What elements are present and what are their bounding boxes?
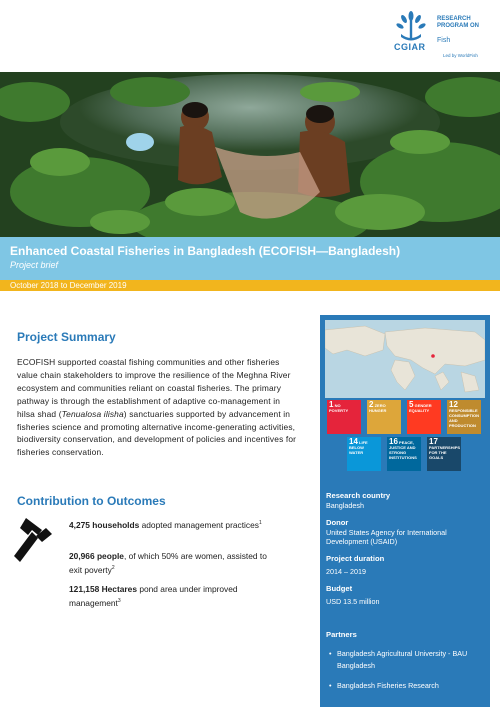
summary-heading: Project Summary xyxy=(17,330,116,344)
cgiar-fish-logo xyxy=(389,8,489,64)
logo-led-by: Led by WorldFish xyxy=(443,53,478,58)
sdg-14-icon: 14 LIFE BELOW WATER xyxy=(347,437,381,471)
outcome-item-2: 20,966 people, of which 50% are women, assisted to exit poverty$^2$ xyxy=(69,551,267,575)
partners-list xyxy=(326,648,479,692)
title-banner xyxy=(0,237,500,280)
country-value: Bangladesh xyxy=(326,501,364,510)
budget-value: USD 13.5 million xyxy=(326,597,380,606)
donor-value: United States Agency for International Development (USAID) xyxy=(326,528,447,546)
duration-value: 2014 – 2019 xyxy=(326,567,366,576)
fishermen-photo-image xyxy=(0,72,500,239)
logo-cgiar-text: CGIAR xyxy=(394,42,426,52)
budget-label: Budget xyxy=(326,584,353,593)
sdg-12-icon: 12 RESPONSIBLE CONSUMPTION AND PRODUCTION xyxy=(447,400,481,434)
project-info-sidebar xyxy=(320,315,490,707)
project-details xyxy=(326,491,486,606)
logo-program-name: Fish xyxy=(437,37,451,44)
partner-item: • Bangladesh Agricultural University - BAU Bangladesh xyxy=(329,648,479,672)
partners-section xyxy=(326,630,479,700)
sdg-5-icon: 5 GENDER EQUALITY xyxy=(407,400,441,434)
summary-section xyxy=(17,330,300,459)
location-map xyxy=(325,320,485,398)
world-map-image xyxy=(325,320,485,398)
partner-item: • Bangladesh Fisheries Research xyxy=(329,680,479,692)
donor-label: Donor xyxy=(326,518,349,527)
logo-program-text: RESEARCH PROGRAM ON xyxy=(437,16,479,29)
outcome-item-3: 121,158 Hectares pond area under improved management$^3$ xyxy=(69,584,238,608)
sdg-17-icon: 17 PARTNERSHIPS FOR THE GOALS xyxy=(427,437,461,471)
sdg-16-icon: 16 PEACE, JUSTICE AND STRONG INSTITUTIONS xyxy=(387,437,421,471)
sdg-2-icon: 2 ZERO HUNGER xyxy=(367,400,401,434)
country-label: Research country xyxy=(326,491,391,500)
duration-label: Project duration xyxy=(326,554,385,563)
page-title: Enhanced Coastal Fisheries in Bangladesh (ECOFISH—Bangladesh) xyxy=(10,244,401,258)
page-subtitle: Project brief xyxy=(10,260,59,270)
outcome-item-1: 4,275 households adopted management practices$^1$ xyxy=(69,519,262,530)
hero-photo xyxy=(0,72,500,239)
partners-label: Partners xyxy=(326,630,357,639)
date-banner: October 2018 to December 2019 xyxy=(0,280,500,291)
summary-text: ECOFISH supported coastal fishing communities and other fisheries value chain stakeholders to improve the resilience of the Meghna River ecosystem and communities reliant on coastal fisheries. The primary pathway is through the establishment of adaptive co-management in hilsa shad (Tenualosa ilisha) sanctuaries supported by advancement in fisheries science and promoting alternative income-generating activities, biodiversity conservation, and development of policies and incentives for fisheries conservation. xyxy=(17,357,297,458)
species-name: Tenualosa ilisha xyxy=(61,408,124,419)
hammer-icon xyxy=(12,516,56,566)
sdg-1-icon: 1 NO POVERTY xyxy=(327,400,361,434)
outcomes-heading: Contribution to Outcomes xyxy=(17,494,166,508)
